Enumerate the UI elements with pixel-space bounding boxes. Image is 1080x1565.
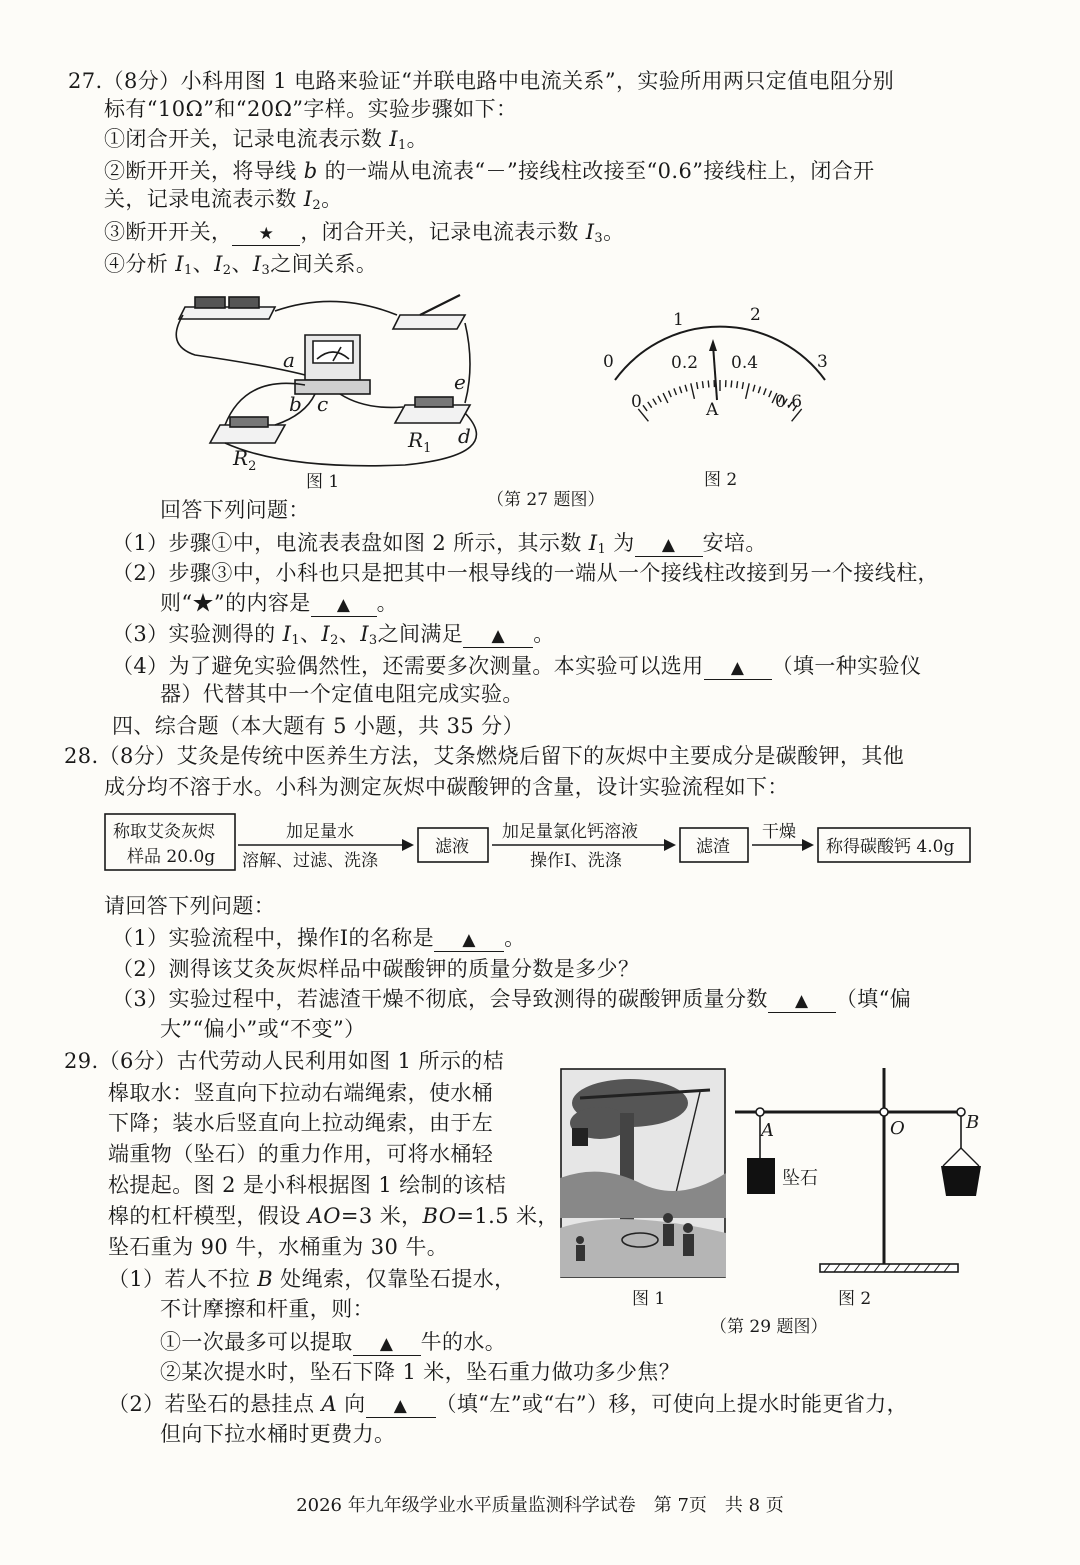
flow-box3-label: 滤渣 bbox=[696, 837, 730, 857]
q28-line1: 28.（8分）艾灸是传统中医养生方法，艾条燃烧后留下的灰烬中主要成分是碳酸钾，其他 bbox=[64, 744, 905, 768]
lever-label-o: O bbox=[890, 1118, 905, 1139]
dial-tick bbox=[742, 382, 743, 389]
dial-tick bbox=[753, 385, 755, 392]
ammeter bbox=[295, 335, 370, 394]
dial-top-0: 0 bbox=[603, 352, 614, 372]
dial-tick bbox=[653, 399, 657, 405]
q29-part2-cont: 但向下拉水桶时更费力。 bbox=[160, 1422, 396, 1446]
answer-blank-28-3[interactable]: ▲ bbox=[768, 990, 836, 1013]
q27-part1: （1）步骤①中，电流表表盘如图 2 所示，其示数 $I_1$ 为 ▲ 安培。 bbox=[112, 531, 767, 557]
answer-blank-27-2[interactable]: ▲ bbox=[311, 594, 377, 617]
q28-part3: （3）实验过程中，若滤渣干燥不彻底，会导致测得的碳酸钾质量分数 ▲ （填“偏 bbox=[112, 987, 912, 1011]
dial-tick bbox=[769, 391, 772, 397]
ammeter-dial bbox=[595, 295, 845, 425]
q27-part2: （2）步骤③中，小科也只是把其中一根导线的一端从一个接线柱改接到另一个接线柱， bbox=[112, 561, 939, 585]
q27-step1: ①闭合开关，记录电流表示数 $I_1$。 bbox=[104, 127, 429, 153]
q27-step2: ②断开开关，将导线 b 的一端从电流表“－”接线柱改接至“0.6”接线柱上，闭合开 bbox=[104, 159, 875, 183]
answer-blank-27-4[interactable]: ▲ bbox=[704, 657, 772, 680]
q29-line1: 29.（6分）古代劳动人民利用如图 1 所示的桔 bbox=[64, 1049, 505, 1073]
flow-arrow2-top: 加足量氯化钙溶液 bbox=[502, 822, 638, 842]
well-sweep-illustration bbox=[560, 1068, 726, 1278]
q29-part1: （1）若人不拉 B 处绳索，仅靠坠石提水， bbox=[108, 1267, 516, 1291]
dial-tick bbox=[643, 405, 647, 411]
q29-part2: （2）若坠石的悬挂点 A 向 ▲ （填“左”或“右”）移，可使向上提水时能更省力， bbox=[108, 1392, 909, 1416]
lever-label-stone: 坠石 bbox=[782, 1168, 818, 1189]
wire-c bbox=[340, 394, 403, 407]
q27-step4: ④分析 $I_1$、$I_2$、$I_3$之间关系。 bbox=[104, 252, 378, 278]
lever-label-a: A bbox=[761, 1120, 774, 1141]
flow-box1-line1: 称取艾灸灰烬 bbox=[113, 822, 215, 842]
resistor-r1 bbox=[395, 397, 470, 423]
q27-step2-cont: 关，记录电流表示数 $I_2$。 bbox=[104, 187, 343, 213]
dial-tick bbox=[746, 383, 750, 399]
q27-part4: （4）为了避免实验偶然性，还需要多次测量。本实验可以选用 ▲ （填一种实验仪 bbox=[112, 654, 922, 678]
q27-answer-intro: 回答下列问题： bbox=[160, 498, 310, 522]
counterweight-stone bbox=[747, 1158, 775, 1194]
flow-box4-label: 称得碳酸钙 4.0g bbox=[826, 837, 955, 857]
q29-part1-b: ②某次提水时，坠石下降 1 米，坠石重力做功多少焦？ bbox=[160, 1360, 681, 1384]
flow-box1-line2: 样品 20.0g bbox=[127, 847, 216, 867]
dial-tick bbox=[737, 381, 738, 388]
q29-line4: 端重物（坠石）的重力作用，可将水桶轻 bbox=[108, 1142, 494, 1166]
fig2-caption: 图 2 bbox=[704, 470, 738, 490]
q27-figs-caption: （第 27 题图） bbox=[487, 490, 605, 510]
lever-model bbox=[730, 1068, 990, 1283]
dial-tick bbox=[674, 388, 677, 395]
q29-line6: 槔的杠杆模型，假设 AO=3 米，BO=1.5 米， bbox=[108, 1204, 559, 1228]
dial-tick bbox=[702, 381, 703, 388]
q27-part4-cont: 器）代替其中一个定值电阻完成实验。 bbox=[160, 682, 524, 706]
q29-figs-caption: （第 29 题图） bbox=[710, 1317, 828, 1337]
resistor-r2 bbox=[210, 417, 285, 443]
dial-tick bbox=[648, 402, 652, 408]
dial-tick bbox=[764, 388, 767, 395]
wire-top bbox=[275, 301, 397, 315]
flow-box2-label: 滤液 bbox=[435, 837, 469, 857]
dial-tick bbox=[658, 396, 661, 402]
q29-line5: 松提起。图 2 是小科根据图 1 绘制的该桔 bbox=[108, 1173, 507, 1197]
dial-top-1: 1 bbox=[673, 310, 684, 330]
answer-blank-27-1[interactable]: ▲ bbox=[635, 534, 703, 557]
flow-chart bbox=[100, 808, 980, 878]
label-e: e bbox=[454, 370, 466, 394]
q28-part1: （1）实验流程中，操作I的名称是 ▲ 。 bbox=[112, 926, 526, 950]
dial-tick bbox=[758, 387, 760, 394]
q27-line1: 27.（8分）小科用图 1 电路来验证“并联电路中电流关系”，实验所用两只定值电阻分别 bbox=[68, 69, 895, 93]
dial-minor-04: 0.4 bbox=[731, 353, 759, 373]
flow-arrow3-top: 干燥 bbox=[762, 822, 796, 842]
dial-minor-02: 0.2 bbox=[671, 353, 699, 373]
q28-part2: （2）测得该艾灸灰烬样品中碳酸钾的质量分数是多少？ bbox=[112, 957, 640, 981]
dial-tick bbox=[697, 382, 698, 389]
dial-tick bbox=[663, 393, 668, 403]
answer-blank-27-3[interactable]: ▲ bbox=[463, 625, 533, 648]
q28-ask: 请回答下列问题： bbox=[104, 894, 276, 918]
circuit-figure bbox=[165, 285, 495, 485]
switch bbox=[393, 295, 465, 329]
label-b: b bbox=[289, 392, 302, 416]
dial-tick bbox=[731, 381, 732, 388]
fig1-caption: 图 1 bbox=[306, 472, 340, 492]
dial-tick bbox=[685, 385, 687, 392]
q29-line7: 坠石重为 90 牛，水桶重为 30 牛。 bbox=[108, 1235, 449, 1259]
answer-blank-29-2[interactable]: ▲ bbox=[366, 1395, 436, 1418]
q29-fig1-caption: 图 1 bbox=[632, 1289, 666, 1309]
label-r1: $R_1$ bbox=[408, 428, 432, 456]
dial-top-2: 2 bbox=[750, 305, 761, 325]
q29-fig2-caption: 图 2 bbox=[838, 1289, 872, 1309]
dial-tick bbox=[708, 381, 709, 388]
dial-tick bbox=[680, 387, 682, 394]
answer-blank-29-1[interactable]: ▲ bbox=[353, 1333, 421, 1356]
q29-line2: 槔取水：竖直向下拉动右端绳索，使水桶 bbox=[108, 1081, 494, 1105]
q28-line2: 成分均不溶于水。小科为测定灰烬中碳酸钾的含量，设计实验流程如下： bbox=[104, 775, 789, 799]
q27-part2-cont: 则“★”的内容是 ▲ 。 bbox=[160, 591, 399, 615]
dial-top-3: 3 bbox=[817, 352, 828, 372]
dial-bottom-06: 0.6 bbox=[775, 392, 803, 412]
dial-unit: A bbox=[706, 400, 719, 420]
page-footer: 2026 年九年级学业水平质量监测科学试卷 第 7页 共 8 页 bbox=[296, 1495, 784, 1516]
flow-arrow1-bottom: 溶解、过滤、洗涤 bbox=[242, 851, 378, 871]
q27-line2: 标有“10Ω”和“20Ω”字样。实验步骤如下： bbox=[104, 97, 518, 121]
label-c: c bbox=[317, 392, 329, 416]
battery-holder bbox=[179, 297, 275, 319]
dial-tick bbox=[669, 391, 672, 397]
answer-blank-28-1[interactable]: ▲ bbox=[434, 929, 504, 952]
q29-part1-cont: 不计摩擦和杆重，则： bbox=[160, 1297, 374, 1321]
dial-tick bbox=[691, 383, 695, 399]
star-blank[interactable]: ★ bbox=[232, 223, 300, 246]
water-bucket bbox=[941, 1166, 981, 1196]
section-4-heading: 四、综合题（本大题有 5 小题，共 35 分） bbox=[112, 714, 524, 738]
flow-arrow1-top: 加足量水 bbox=[286, 822, 354, 842]
dial-bottom-0: 0 bbox=[631, 392, 642, 412]
q27-part3: （3）实验测得的 $I_1$、$I_2$、$I_3$之间满足 ▲ 。 bbox=[112, 622, 555, 648]
q27-step3: ③断开开关， ★ ，闭合开关，记录电流表示数 $I_3$。 bbox=[104, 220, 625, 246]
q28-part3-cont: 大”“偏小”或“不变”） bbox=[160, 1017, 366, 1041]
q29-line3: 下降；装水后竖直向上拉动绳索，由于左 bbox=[108, 1111, 494, 1135]
label-d: d bbox=[458, 424, 471, 448]
flow-arrow2-bottom: 操作I、洗涤 bbox=[530, 851, 622, 871]
label-a: a bbox=[283, 348, 295, 372]
lever-label-b: B bbox=[966, 1112, 980, 1133]
q29-part1-a: ①一次最多可以提取 ▲ 牛的水。 bbox=[160, 1330, 507, 1354]
label-r2: $R_2$ bbox=[233, 446, 257, 474]
